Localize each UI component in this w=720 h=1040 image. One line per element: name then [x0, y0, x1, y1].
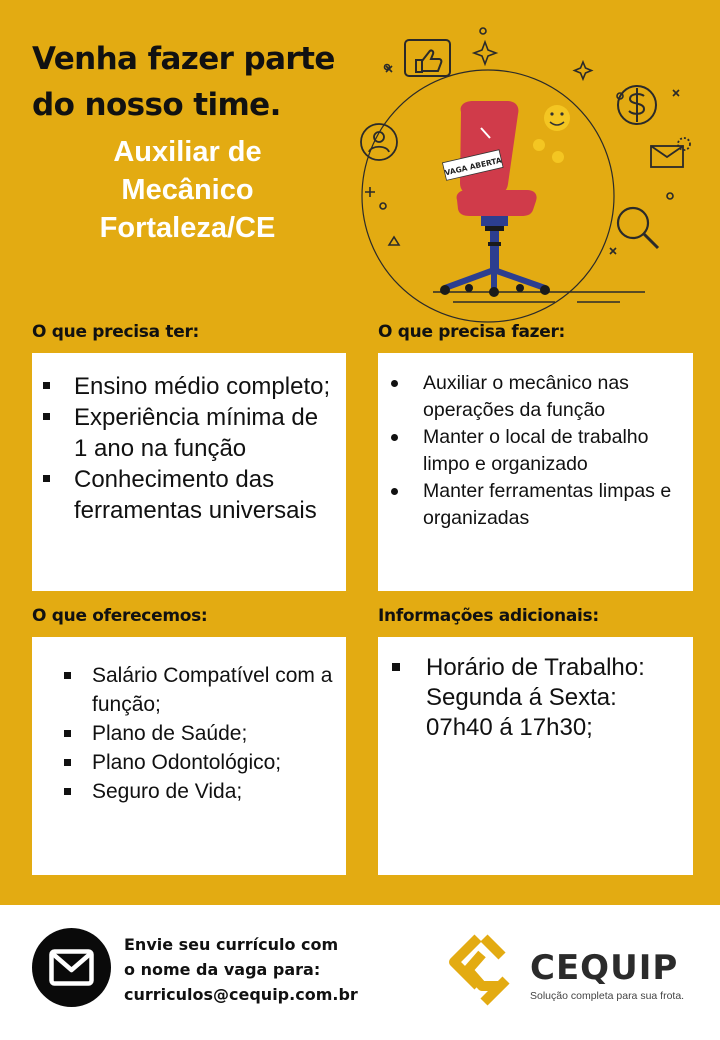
list-item: Manter o local de trabalho limpo e organizado: [423, 424, 685, 478]
list-item: Ensino médio completo;: [74, 371, 336, 402]
office-chair-illustration: [355, 18, 720, 323]
benefits-box: [32, 637, 346, 875]
cta-line-1: Envie seu currículo com: [124, 935, 339, 954]
role-line-2: Mecânico: [121, 174, 254, 206]
list-item: Salário Compatível com a função;: [92, 661, 338, 719]
benefits-title: O que oferecemos:: [32, 606, 208, 626]
duties-box: [378, 353, 693, 591]
contact-email[interactable]: curriculos@cequip.com.br: [124, 985, 358, 1004]
list-item: Conhecimento das ferramentas universais: [74, 464, 336, 526]
user-icon: [361, 124, 397, 160]
like-icon: [405, 40, 450, 76]
benefits-list: [92, 661, 338, 806]
smiley-icon: [533, 105, 570, 163]
role-line-1: Auxiliar de: [113, 136, 262, 168]
tag-label: VAGA ABERTA: [443, 155, 503, 178]
role-location: Fortaleza/CE: [99, 212, 276, 244]
dollar-icon: [618, 86, 656, 124]
brand-name: CEQUIP: [530, 948, 679, 988]
mail-icon: [32, 928, 111, 1007]
list-item: Auxiliar o mecânico nas operações da função: [423, 370, 685, 424]
envelope-icon: [651, 138, 690, 167]
duties-list: [423, 370, 685, 532]
requirements-list: [74, 371, 336, 526]
extra-info-list: [426, 653, 685, 743]
list-item: Horário de Trabalho: Segunda á Sexta: 07h40 á 17h30;: [426, 653, 685, 743]
duties-title: O que precisa fazer:: [378, 322, 566, 342]
headline-line-2: do nosso time.: [32, 87, 281, 123]
list-item: Plano de Saúde;: [92, 719, 338, 748]
requirements-box: [32, 353, 346, 591]
headline: [32, 36, 382, 128]
list-item: Plano Odontológico;: [92, 748, 338, 777]
list-item: Manter ferramentas limpas e organizadas: [423, 478, 685, 532]
footer: [0, 905, 720, 1040]
list-item: Seguro de Vida;: [92, 777, 338, 806]
job-role: [60, 133, 315, 247]
brand-tagline: Solução completa para sua frota.: [530, 990, 685, 1002]
office-chair-icon: [440, 101, 550, 297]
headline-line-1: Venha fazer parte: [32, 41, 335, 77]
list-item: Experiência mínima de 1 ano na função: [74, 402, 336, 464]
extra-info-title: Informações adicionais:: [378, 606, 599, 626]
apply-instructions: [124, 932, 358, 1007]
extra-info-box: [378, 637, 693, 875]
requirements-title: O que precisa ter:: [32, 322, 200, 342]
cequip-logo-icon: [440, 932, 520, 1008]
cequip-logo: [440, 932, 700, 1017]
magnifier-icon: [618, 208, 658, 248]
cta-line-2: o nome da vaga para:: [124, 960, 321, 979]
